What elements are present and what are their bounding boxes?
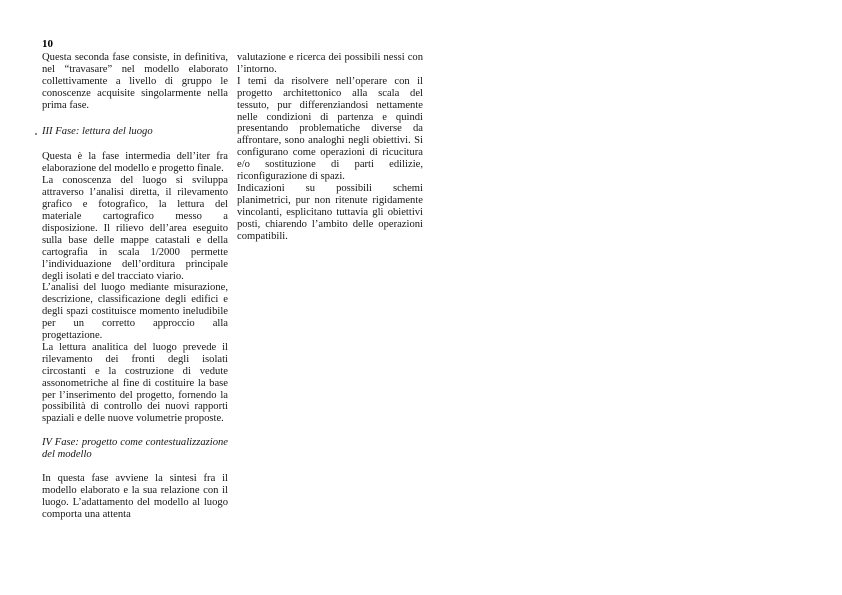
paragraph: La conoscenza del luogo si sviluppa attraverso l’analisi diretta, il rilevamento grafico e fotografico, la lettura del materiale cartografico messo a disposizione. Il rilievo dell’area eseguito sulla base delle mappe catastali e della cartografia in scala 1/2000 permette l’individuazione dell’orditura principale degli isolati e del tracciato viario. [42, 175, 228, 282]
right-text-column [237, 52, 423, 243]
paragraph: I temi da risolvere nell’operare con il progetto architettonico alla scala del tessuto, pur differenziandosi nettamente nelle condizioni di partenza e quindi presentando problematiche diverse da affrontare, sono analoghi negli obiettivi. Si configurano come operazioni di ricucitura e/o sostituzione di parti edilizie, riconfigurazione di spazi. [237, 75, 423, 183]
paragraph: valutazione e ricerca dei possibili nessi con l’intorno. [237, 52, 423, 75]
paragraph: Questa seconda fase consiste, in definitiva, nel “travasare” nel modello elaborato collettivamente a livello di gruppo le conoscenze acquisite singolarmente nella prima fase. [42, 52, 228, 111]
paragraph: Questa è la fase intermedia dell’iter fra elaborazione del modello e progetto finale. [42, 151, 228, 175]
section-heading-phase-3: III Fase: lettura del luogo [42, 125, 153, 137]
paragraph: L’analisi del luogo mediante misurazione, descrizione, classificazione degli edifici e degli spazi costituisce momento ineludibile per un corretto approccio alla progettazione. [42, 282, 228, 342]
left-text-column [42, 52, 228, 521]
paragraph: Indicazioni su possibili schemi planimetrici, pur non ritenute rigidamente vincolanti, esplicitano tuttavia gli obiettivi posti, chiarendo l’ambito delle operazioni compatibili. [237, 182, 423, 242]
page-number: 10 [42, 38, 53, 50]
paragraph: In questa fase avviene la sintesi fra il modello elaborato e la sua relazione con il luogo. L’adattamento del modello al luogo comporta una attenta [42, 473, 228, 520]
paragraph: La lettura analitica del luogo prevede il rilevamento dei fronti degli isolati circostanti e la costruzione di vedute assonometriche al fine di costituire la base per l’inserimento del progetto, fornendo la possibilità di controllo dei nuovi rapporti spaziali e delle nuove volumetrie proposte. [42, 341, 228, 425]
section-heading-phase-4: IV Fase: progetto come contestualizzazione del modello [42, 437, 228, 461]
margin-mark [35, 133, 37, 135]
